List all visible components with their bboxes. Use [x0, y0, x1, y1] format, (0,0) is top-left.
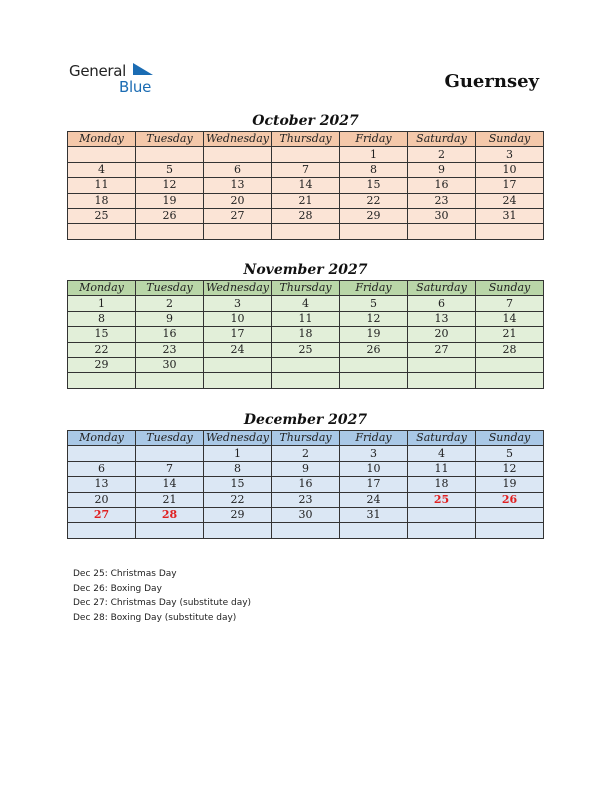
day-cell	[204, 357, 272, 372]
week-row	[68, 342, 544, 357]
day-cell: 26	[476, 492, 544, 507]
day-cell	[340, 523, 408, 538]
day-cell: 31	[340, 507, 408, 522]
day-cell: 6	[408, 296, 476, 311]
week-row	[68, 327, 544, 342]
weekday-header: Monday	[68, 431, 136, 446]
day-cell: 20	[68, 492, 136, 507]
week-row	[68, 178, 544, 193]
day-cell: 14	[476, 311, 544, 326]
day-cell: 11	[272, 311, 340, 326]
day-cell: 28	[476, 342, 544, 357]
week-row	[68, 296, 544, 311]
day-cell: 24	[204, 342, 272, 357]
day-cell: 1	[340, 147, 408, 162]
day-cell: 29	[68, 357, 136, 372]
day-cell	[136, 446, 204, 461]
month-title: November 2027	[243, 262, 368, 278]
day-cell: 11	[408, 461, 476, 476]
holiday-note: Dec 28: Boxing Day (substitute day)	[73, 612, 237, 623]
day-cell: 12	[476, 461, 544, 476]
day-cell	[476, 357, 544, 372]
month-october	[67, 111, 544, 240]
day-cell	[272, 373, 340, 388]
day-cell	[68, 147, 136, 162]
week-row	[68, 507, 544, 522]
day-cell: 6	[68, 461, 136, 476]
weekday-header: Tuesday	[136, 132, 204, 147]
day-cell: 5	[476, 446, 544, 461]
day-cell: 1	[68, 296, 136, 311]
day-cell: 23	[408, 193, 476, 208]
weekday-header: Wednesday	[204, 431, 272, 446]
day-cell	[408, 507, 476, 522]
day-cell: 28	[136, 507, 204, 522]
day-cell	[476, 224, 544, 239]
holiday-notes	[73, 567, 251, 625]
day-cell: 19	[136, 193, 204, 208]
day-cell	[68, 446, 136, 461]
day-cell: 31	[476, 208, 544, 223]
day-cell: 21	[272, 193, 340, 208]
day-cell: 19	[476, 477, 544, 492]
day-cell: 19	[340, 327, 408, 342]
day-cell: 23	[272, 492, 340, 507]
day-cell	[68, 523, 136, 538]
day-cell: 9	[408, 162, 476, 177]
day-cell: 10	[204, 311, 272, 326]
day-cell: 25	[68, 208, 136, 223]
week-row	[68, 523, 544, 538]
weekday-header: Tuesday	[136, 281, 204, 296]
day-cell: 27	[68, 507, 136, 522]
weekday-header: Friday	[340, 431, 408, 446]
day-cell: 10	[340, 461, 408, 476]
day-cell	[68, 224, 136, 239]
day-cell: 16	[272, 477, 340, 492]
holiday-note: Dec 25: Christmas Day	[73, 569, 177, 579]
day-cell: 2	[408, 147, 476, 162]
day-cell: 14	[272, 178, 340, 193]
day-cell	[272, 523, 340, 538]
calendar-table	[67, 280, 544, 389]
weekday-header: Sunday	[476, 281, 544, 296]
general-blue-logo	[69, 62, 169, 96]
weekday-header: Friday	[340, 132, 408, 147]
day-cell	[408, 224, 476, 239]
day-cell: 7	[476, 296, 544, 311]
day-cell: 4	[408, 446, 476, 461]
day-cell: 13	[204, 178, 272, 193]
day-cell: 29	[340, 208, 408, 223]
day-cell: 12	[340, 311, 408, 326]
week-row	[68, 477, 544, 492]
week-row	[68, 208, 544, 223]
day-cell	[136, 523, 204, 538]
country-title: Guernsey	[444, 71, 539, 92]
day-cell	[136, 147, 204, 162]
logo-general-text: General	[69, 62, 127, 80]
week-row	[68, 162, 544, 177]
day-cell	[408, 373, 476, 388]
day-cell	[408, 357, 476, 372]
month-november	[67, 260, 544, 389]
day-cell	[204, 523, 272, 538]
day-cell: 22	[68, 342, 136, 357]
week-row	[68, 224, 544, 239]
day-cell	[204, 224, 272, 239]
day-cell: 18	[272, 327, 340, 342]
day-cell: 20	[408, 327, 476, 342]
weekday-header: Thursday	[272, 281, 340, 296]
day-cell: 27	[408, 342, 476, 357]
day-cell: 2	[136, 296, 204, 311]
weekday-header: Thursday	[272, 132, 340, 147]
day-cell: 27	[204, 208, 272, 223]
day-cell: 7	[272, 162, 340, 177]
holiday-note: Dec 26: Boxing Day	[73, 583, 162, 594]
weekday-header-row	[68, 281, 544, 296]
day-cell: 17	[476, 178, 544, 193]
weekday-header-row	[68, 431, 544, 446]
weekday-header: Wednesday	[204, 132, 272, 147]
day-cell	[204, 147, 272, 162]
day-cell: 28	[272, 208, 340, 223]
logo-blue-text: Blue	[119, 78, 151, 96]
week-row	[68, 147, 544, 162]
day-cell: 8	[68, 311, 136, 326]
day-cell	[272, 147, 340, 162]
weekday-header: Tuesday	[136, 431, 204, 446]
day-cell: 29	[204, 507, 272, 522]
day-cell	[272, 224, 340, 239]
weekday-header: Saturday	[408, 281, 476, 296]
day-cell	[204, 373, 272, 388]
day-cell: 15	[68, 327, 136, 342]
weekday-header: Saturday	[408, 132, 476, 147]
day-cell: 11	[68, 178, 136, 193]
month-title: December 2027	[243, 412, 368, 428]
holiday-note: Dec 27: Christmas Day (substitute day)	[73, 598, 252, 608]
week-row	[68, 373, 544, 388]
week-row	[68, 492, 544, 507]
calendar-table	[67, 430, 544, 539]
day-cell: 26	[340, 342, 408, 357]
weekday-header: Saturday	[408, 431, 476, 446]
day-cell	[408, 523, 476, 538]
day-cell: 1	[204, 446, 272, 461]
day-cell: 8	[204, 461, 272, 476]
day-cell	[272, 357, 340, 372]
day-cell: 3	[340, 446, 408, 461]
day-cell: 23	[136, 342, 204, 357]
day-cell: 25	[272, 342, 340, 357]
day-cell: 30	[272, 507, 340, 522]
day-cell: 4	[272, 296, 340, 311]
day-cell: 16	[408, 178, 476, 193]
day-cell: 24	[476, 193, 544, 208]
day-cell	[340, 224, 408, 239]
day-cell: 30	[136, 357, 204, 372]
day-cell: 14	[136, 477, 204, 492]
day-cell: 6	[204, 162, 272, 177]
day-cell: 9	[272, 461, 340, 476]
weekday-header: Sunday	[476, 431, 544, 446]
day-cell: 21	[136, 492, 204, 507]
day-cell: 4	[68, 162, 136, 177]
weekday-header: Sunday	[476, 132, 544, 147]
day-cell: 10	[476, 162, 544, 177]
day-cell: 30	[408, 208, 476, 223]
day-cell: 25	[408, 492, 476, 507]
day-cell: 17	[204, 327, 272, 342]
day-cell: 13	[68, 477, 136, 492]
weekday-header-row	[68, 132, 544, 147]
day-cell: 7	[136, 461, 204, 476]
day-cell	[68, 373, 136, 388]
week-row	[68, 311, 544, 326]
week-row	[68, 461, 544, 476]
month-december	[67, 410, 544, 539]
weekday-header: Friday	[340, 281, 408, 296]
day-cell: 9	[136, 311, 204, 326]
week-row	[68, 446, 544, 461]
day-cell: 5	[340, 296, 408, 311]
day-cell: 18	[68, 193, 136, 208]
weekday-header: Wednesday	[204, 281, 272, 296]
day-cell	[340, 357, 408, 372]
day-cell	[476, 373, 544, 388]
day-cell: 15	[204, 477, 272, 492]
day-cell: 21	[476, 327, 544, 342]
day-cell: 13	[408, 311, 476, 326]
weekday-header: Monday	[68, 281, 136, 296]
weekday-header: Thursday	[272, 431, 340, 446]
day-cell: 3	[476, 147, 544, 162]
day-cell	[136, 373, 204, 388]
day-cell: 12	[136, 178, 204, 193]
day-cell	[476, 523, 544, 538]
day-cell: 22	[340, 193, 408, 208]
day-cell: 2	[272, 446, 340, 461]
weekday-header: Monday	[68, 132, 136, 147]
day-cell: 15	[340, 178, 408, 193]
day-cell	[476, 507, 544, 522]
day-cell: 16	[136, 327, 204, 342]
day-cell: 22	[204, 492, 272, 507]
week-row	[68, 357, 544, 372]
day-cell: 17	[340, 477, 408, 492]
week-row	[68, 193, 544, 208]
month-title: October 2027	[252, 113, 359, 129]
day-cell: 3	[204, 296, 272, 311]
day-cell	[136, 224, 204, 239]
logo-triangle-icon	[133, 63, 153, 77]
day-cell: 24	[340, 492, 408, 507]
day-cell: 8	[340, 162, 408, 177]
day-cell: 26	[136, 208, 204, 223]
calendar-table	[67, 131, 544, 240]
day-cell: 20	[204, 193, 272, 208]
day-cell	[340, 373, 408, 388]
day-cell: 5	[136, 162, 204, 177]
day-cell: 18	[408, 477, 476, 492]
